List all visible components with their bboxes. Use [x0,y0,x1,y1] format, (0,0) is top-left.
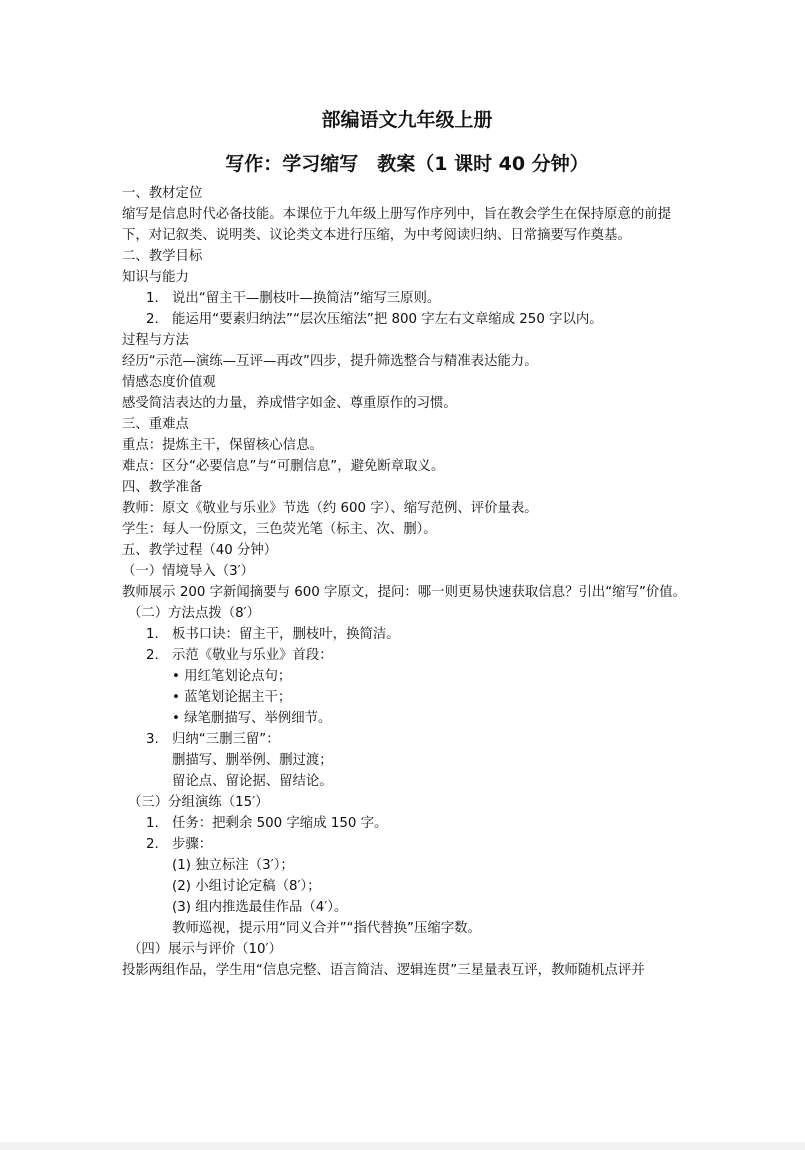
list-item: 1. 任务：把剩余 500 字缩成 150 字。 [146,816,388,831]
subheading: 情感态度价值观 [122,375,216,390]
document-title: 部编语文九年级上册 [321,109,493,131]
numbered-list [122,624,692,666]
document-subtitle: 写作：学习缩写 教案（1 课时 40 分钟） [225,153,589,175]
bullet-item: • 用红笔划论点句； [172,666,692,687]
numbered-list [122,813,692,855]
subheading: （四）展示与评价（10′） [128,942,282,957]
section-heading: 五、教学过程（40 分钟） [122,543,278,558]
paragraph: 投影两组作品，学生用“信息完整、语言简洁、逻辑连贯”三星量表互评，教师随机点评并 [122,963,645,978]
paragraph: 学生：每人一份原文，三色荧光笔（标主、次、删）。 [122,522,437,537]
section-heading: 三、重难点 [122,417,189,432]
paragraph: 感受简洁表达的力量，养成惜字如金、尊重原作的习惯。 [122,396,457,411]
section-heading: 四、教学准备 [122,480,203,495]
subheading: （三）分组演练（15′） [128,795,269,810]
paragraph: 重点：提炼主干，保留核心信息。 [122,438,323,453]
paragraph: 经历“示范—演练—互评—再改”四步，提升筛选整合与精准表达能力。 [122,354,538,369]
list-item: 2. 步骤： [146,837,213,852]
subheading: （一）情境导入（3′） [122,564,255,579]
numbered-list [122,729,692,750]
subheading: 过程与方法 [122,333,189,348]
list-sub-line: 留论点、留论据、留结论。 [172,774,333,789]
section-heading: 一、教材定位 [122,186,203,201]
step-line: 教师巡视，提示用“同义合并”“指代替换”压缩字数。 [172,921,481,936]
paragraph: 难点：区分“必要信息”与“可删信息”，避免断章取义。 [122,459,445,474]
document-body [122,105,692,981]
list-item: 2. 示范《敬业与乐业》首段： [146,648,333,663]
subheading: 知识与能力 [122,270,189,285]
step-line: (2) 小组讨论定稿（8′）； [172,879,321,894]
numbered-list [122,288,692,330]
step-line: (3) 组内推选最佳作品（4′）。 [172,900,348,915]
list-sub-line: 删描写、删举例、删过渡； [172,753,333,768]
list-item: 3. 归纳“三删三留”： [146,732,280,747]
bullet-item: • 蓝笔划论据主干； [172,687,692,708]
list-item: 1. 板书口诀：留主干，删枝叶，换简洁。 [146,627,400,642]
paragraph: 教师：原文《敬业与乐业》节选（约 600 字）、缩写范例、评价量表。 [122,501,538,516]
section-heading: 二、教学目标 [122,249,203,264]
paragraph: 教师展示 200 字新闻摘要与 600 字原文，提问：哪一则更易快速获取信息？引出“缩写”价值。 [122,585,687,600]
step-line: (1) 独立标注（3′）； [172,858,294,873]
paragraph: 缩写是信息时代必备技能。本课位于九年级上册写作序列中，旨在教会学生在保持原意的前提下，对记叙类、说明类、议论类文本进行压缩，为中考阅读归纳、日常摘要写作奠基。 [122,207,672,243]
bullet-item: • 绿笔删描写、举例细节。 [172,708,692,729]
subheading: （二）方法点拨（8′） [128,606,261,621]
bullet-list [122,666,692,729]
list-item: 2. 能运用“要素归纳法”“层次压缩法”把 800 字左右文章缩成 250 字以内。 [146,312,603,327]
list-item: 1. 说出“留主干—删枝叶—换简洁”缩写三原则。 [146,291,441,306]
